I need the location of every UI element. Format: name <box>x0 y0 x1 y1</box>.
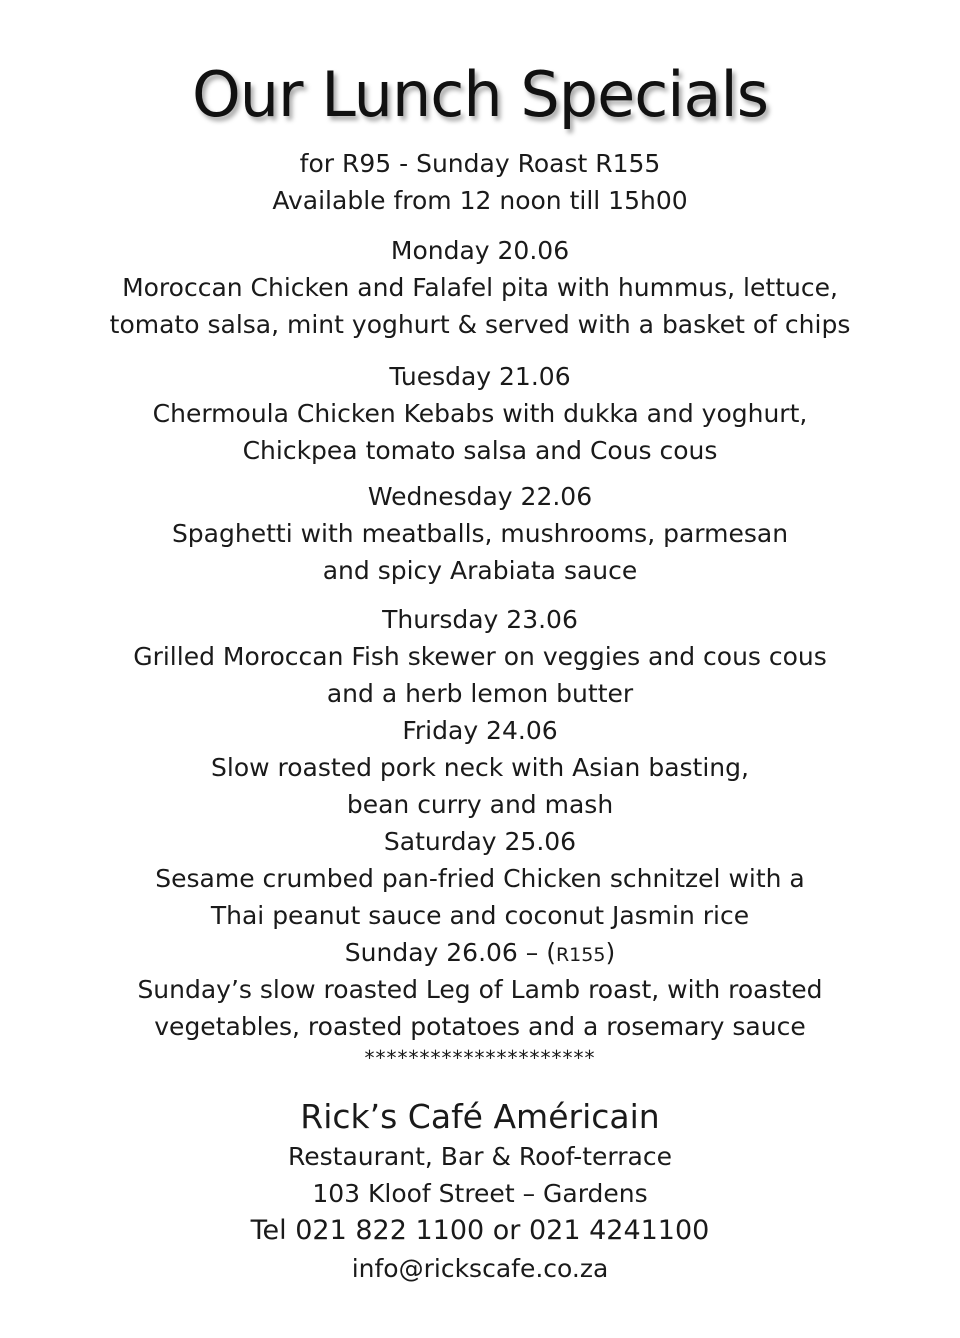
day-heading-tuesday: Tuesday 21.06 <box>389 362 571 391</box>
day-dish-line: Sesame crumbed pan-fried Chicken schnitzel with a <box>155 864 805 893</box>
day-heading-wednesday: Wednesday 22.06 <box>367 482 593 511</box>
day-dish-line: and a herb lemon butter <box>326 679 634 708</box>
separator: ********************* <box>364 1046 596 1070</box>
day-heading-friday: Friday 24.06 <box>402 716 558 745</box>
page-title: Our Lunch Specials <box>191 58 769 131</box>
day-heading-thursday: Thursday 23.06 <box>382 605 578 634</box>
day-dish-line: Chermoula Chicken Kebabs with dukka and yoghurt, <box>152 399 808 428</box>
day-dish-line: Slow roasted pork neck with Asian basting, <box>211 753 749 782</box>
day-heading-sunday-close: ) <box>605 938 616 967</box>
cafe-phone: Tel 021 822 1100 or 021 4241100 <box>250 1215 710 1246</box>
day-dish-line: Thai peanut sauce and coconut Jasmin rice <box>210 901 750 930</box>
day-dish-line: Moroccan Chicken and Falafel pita with hummus, lettuce, <box>122 273 838 302</box>
day-dish-line: vegetables, roasted potatoes and a rosemary sauce <box>154 1012 806 1041</box>
day-heading-sunday <box>0 937 960 971</box>
day-dish-line: Grilled Moroccan Fish skewer on veggies and cous cous <box>133 642 827 671</box>
day-dish-line: Chickpea tomato salsa and Cous cous <box>242 436 718 465</box>
cafe-name: Rick’s Café Américain <box>300 1097 660 1136</box>
day-heading-monday: Monday 20.06 <box>390 236 570 265</box>
day-dish-line: Spaghetti with meatballs, mushrooms, parmesan <box>171 519 789 548</box>
price-line: for R95 - Sunday Roast R155 <box>299 149 661 178</box>
cafe-type: Restaurant, Bar & Roof-terrace <box>288 1142 672 1171</box>
sunday-price: R155 <box>555 944 606 966</box>
day-heading-sunday-text: Sunday 26.06 – ( <box>344 938 556 967</box>
day-dish-line: tomato salsa, mint yoghurt & served with a basket of chips <box>109 310 851 339</box>
day-dish-line: and spicy Arabiata sauce <box>322 556 638 585</box>
hours-line: Available from 12 noon till 15h00 <box>272 186 688 215</box>
cafe-address: 103 Kloof Street – Gardens <box>312 1179 648 1208</box>
cafe-email: info@rickscafe.co.za <box>351 1254 609 1283</box>
day-dish-line: bean curry and mash <box>346 790 614 819</box>
day-dish-line: Sunday’s slow roasted Leg of Lamb roast, with roasted <box>137 975 823 1004</box>
day-heading-saturday: Saturday 25.06 <box>383 827 577 856</box>
